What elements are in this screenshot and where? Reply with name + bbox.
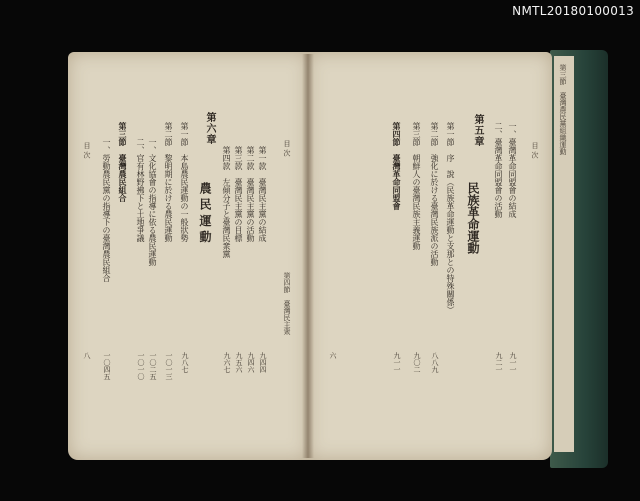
- toc-page-number: 一〇一〇: [137, 352, 145, 380]
- right-page-running-head: 目 次: [531, 142, 539, 159]
- toc-page-number: 九八七: [181, 352, 189, 373]
- toc-entry: 二、臺灣革命同盟會の活動: [494, 122, 503, 218]
- toc-entry: 第四節 臺灣革命同盟會: [392, 122, 402, 210]
- left-page-running-head: 目 次: [83, 142, 91, 159]
- toc-page-number: 一〇一三: [165, 352, 173, 380]
- right-page-folio: 六: [329, 352, 337, 359]
- toc-entry: 一、臺灣革命同盟會の結成: [508, 122, 517, 218]
- toc-entry: 第二節 強化に於ける臺灣民族派の活動: [430, 122, 439, 266]
- book-gutter: [302, 54, 314, 458]
- toc-entry: 第四款 左傾分子と臺灣民衆黨: [222, 146, 231, 258]
- toc-page-number: 九〇二: [413, 352, 421, 373]
- toc-page-number: 一〇二五: [149, 352, 157, 380]
- toc-entry: 第三節 朝鮮人の臺灣民族主義運動: [412, 122, 421, 250]
- toc-page-number: 九一一: [509, 352, 517, 373]
- toc-page-number: 九六七: [223, 352, 231, 373]
- left-page: [68, 52, 308, 460]
- toc-entry: 第三節 臺灣農民組合: [118, 122, 128, 202]
- underlying-page-heading: 第三節 臺灣農民黨組織運動: [559, 64, 567, 155]
- right-page: [308, 52, 552, 460]
- chapter-six-label: 第六章: [204, 112, 215, 145]
- toc-page-number: 九四六: [247, 352, 255, 373]
- open-book: [62, 40, 582, 470]
- toc-entry: 第一款 臺灣民主黨の結成: [258, 146, 267, 242]
- toc-entry: 第一節 序 說（民族革命運動と支那との特殊關係）: [446, 122, 455, 314]
- underlying-page-strip: [554, 56, 574, 452]
- left-page-section-header: 第四節 臺灣民主衆: [283, 272, 291, 335]
- toc-page-number: 八八九: [431, 352, 439, 373]
- chapter-six-title: 農 民 運 動: [198, 182, 212, 243]
- chapter-five-title: 民族革命運動: [466, 182, 480, 254]
- toc-entry: 第三款 臺灣民主黨の目標: [234, 146, 243, 242]
- toc-entry: 第一節 本島農民運動の一般狀勢: [180, 122, 189, 242]
- toc-entry: 一、勞動農民黨の指導下の臺灣農民組合: [102, 138, 111, 282]
- toc-page-number: 九二一: [495, 352, 503, 373]
- toc-page-number: 九五六: [235, 352, 243, 373]
- chapter-five-label: 第五章: [472, 114, 483, 147]
- left-page-header: 目 次: [283, 140, 291, 157]
- archive-id-watermark: NMTL20180100013: [512, 4, 634, 18]
- left-page-folio: 八: [83, 352, 91, 359]
- toc-entry: 二、官有林野拂下と土地爭議: [136, 138, 145, 242]
- toc-entry: 一、文化協會の指導に依る農民運動: [148, 138, 157, 266]
- toc-page-number: 九一一: [393, 352, 401, 373]
- toc-page-number: 一〇四五: [103, 352, 111, 380]
- toc-entry: 第二款 臺灣民主黨の活動: [246, 146, 255, 242]
- toc-entry: 第二節 黎明期に於ける農民運動: [164, 122, 173, 242]
- toc-page-number: 九四四: [259, 352, 267, 373]
